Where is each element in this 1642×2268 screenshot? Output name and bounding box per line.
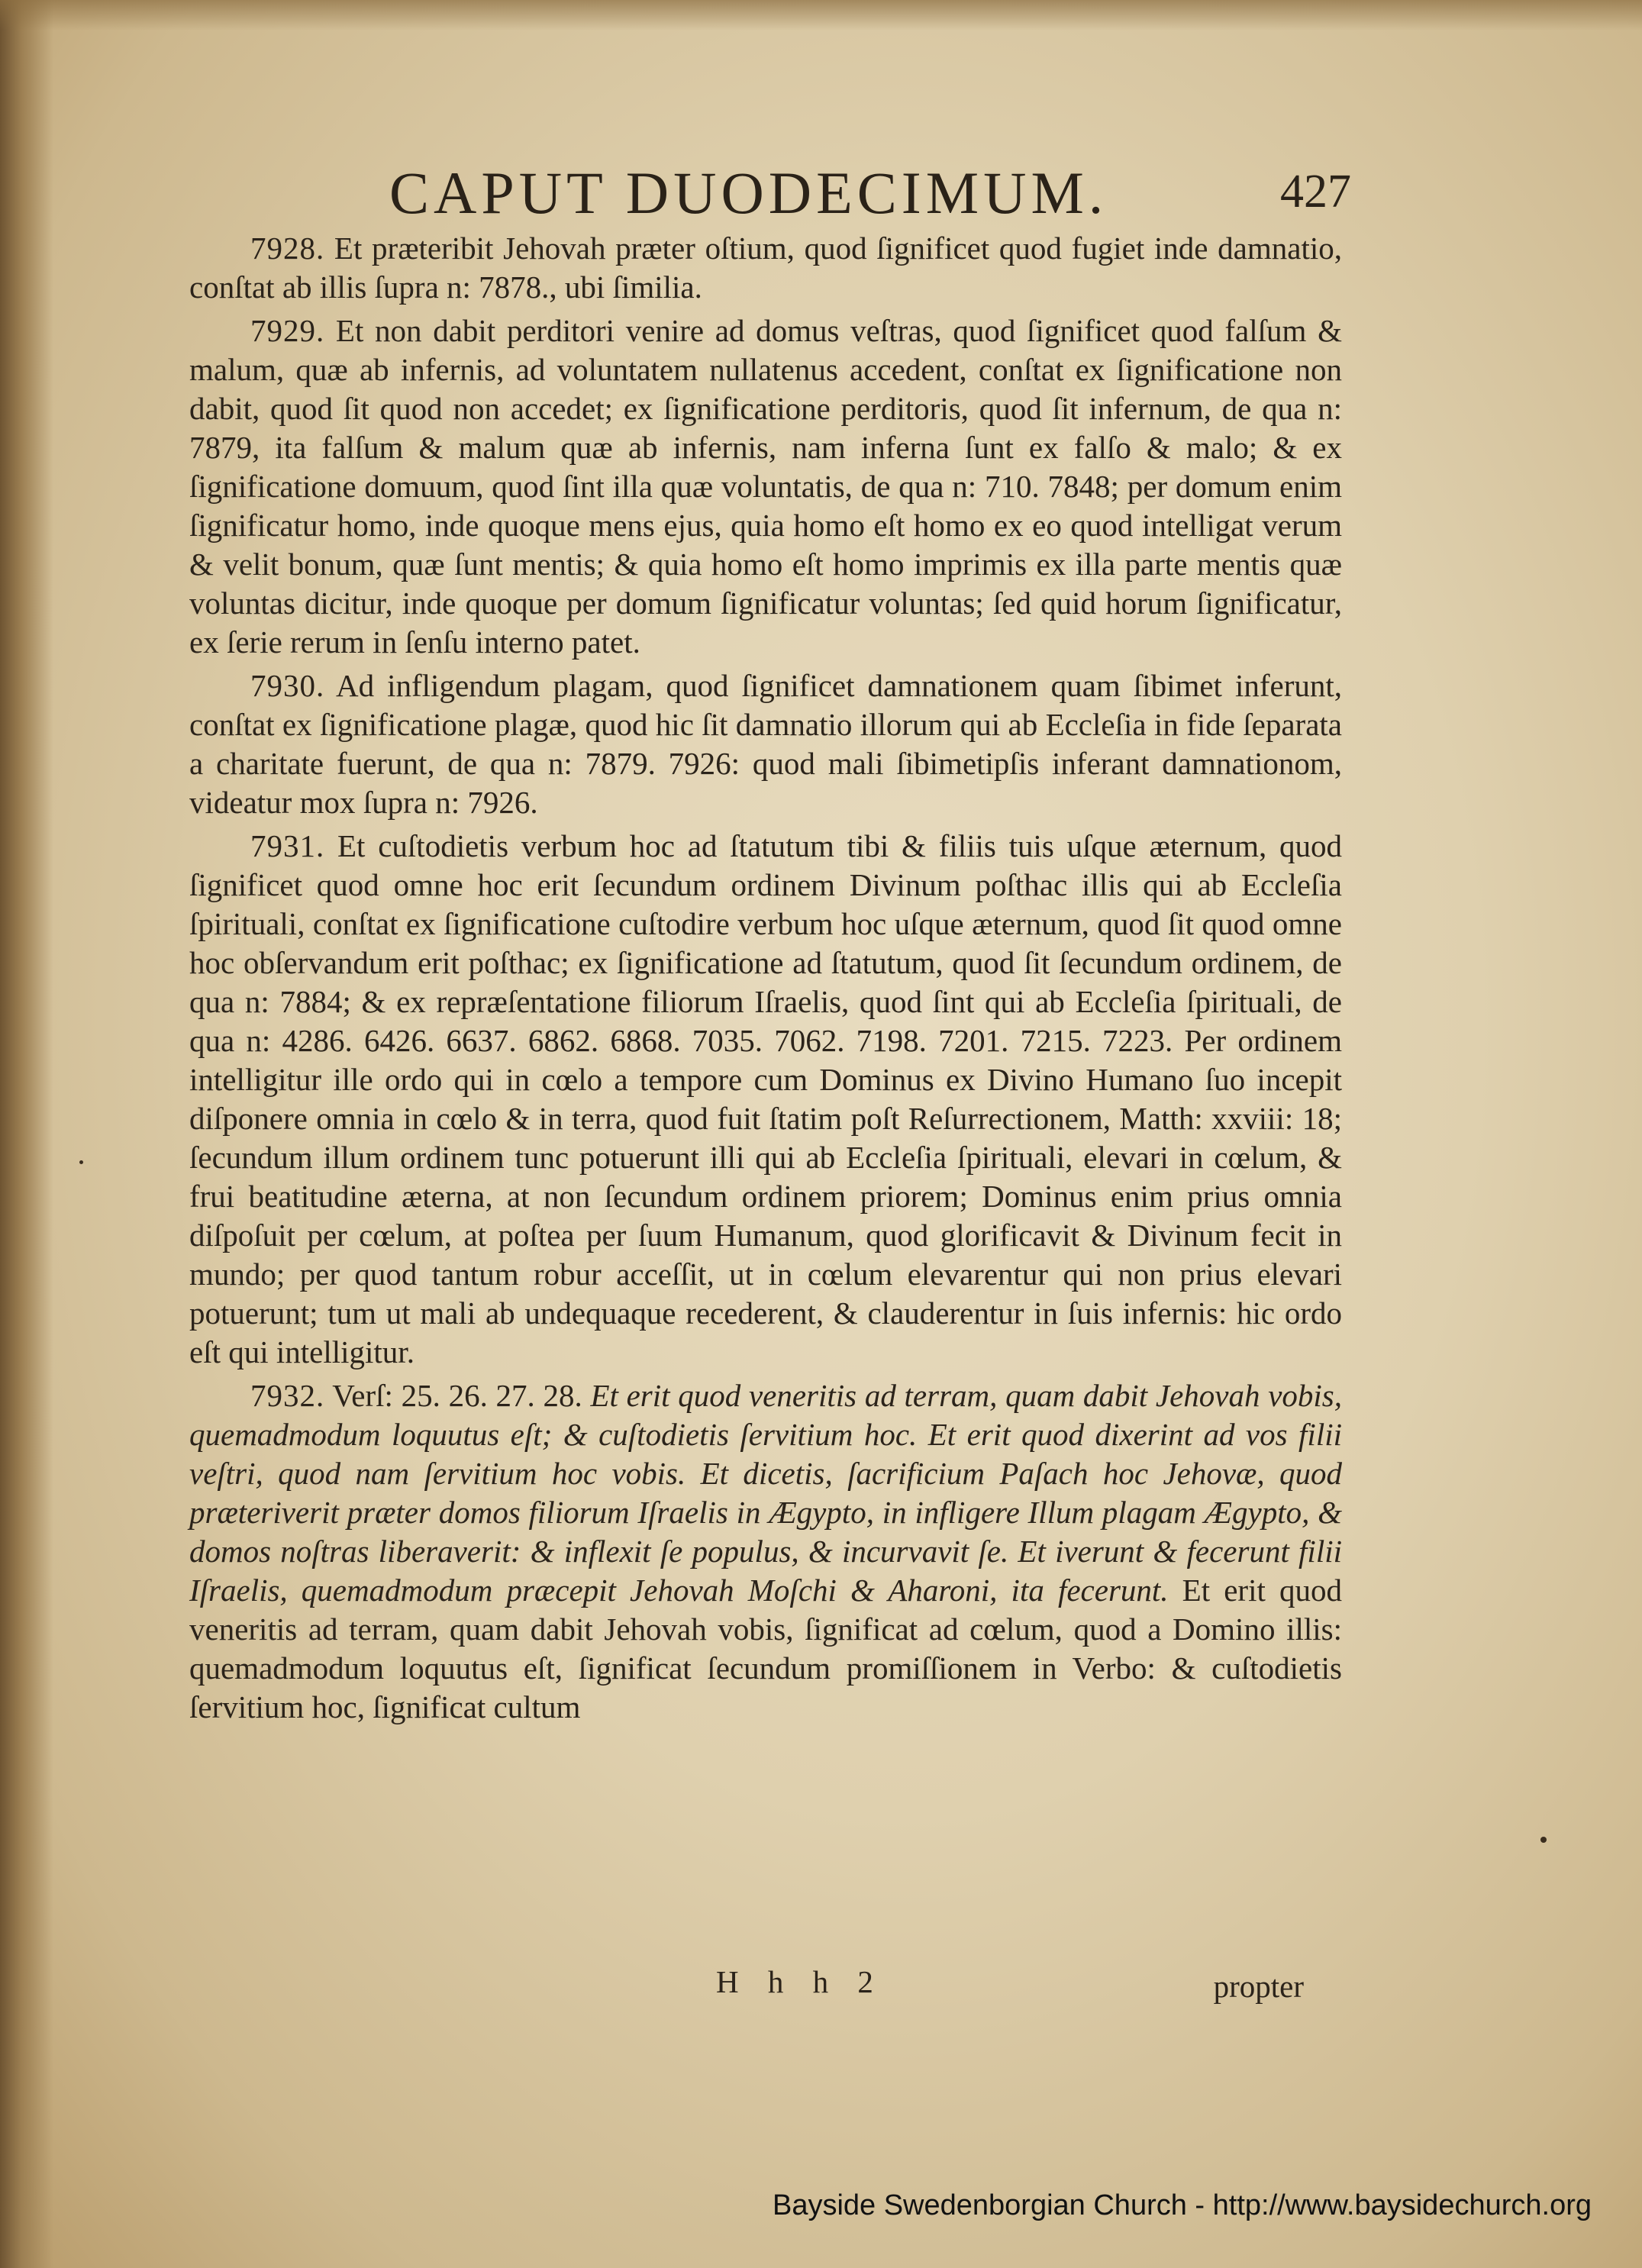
ink-speck <box>79 1160 83 1164</box>
paragraph-7931 <box>189 827 1342 1372</box>
catchword: propter <box>1213 1969 1304 2004</box>
paragraph-number: 7928. <box>250 231 325 266</box>
page-number: 427 <box>1280 166 1351 218</box>
paragraph-7930 <box>189 666 1342 822</box>
paragraph-body: Et cuſtodietis verbum hoc ad ſtatutum tibi & filiis tuis uſque æternum, quod ſignificet quod omne hoc erit ſecundum ordinem Divinum poſthac illis qui ab Eccleſia ſpirituali, conſtat ex ſignificatione cuſtodire verbum hoc uſque æternum, quod ſit quod omne hoc obſervandum erit poſthac; ex ſignificatione ad ſtatutum, quod ſit ſecundum ordinem, de qua n: 7884; & ex repræſentatione filiorum Iſraelis, quod ſint qui ab Eccleſia ſpirituali, de qua n: 4286. 6426. 6637. 6862. 6868. 7035. 7062. 7198. 7201. 7215. 7223. Per ordinem intelligitur ille ordo qui in cœlo a tempore cum Dominus ex Divino Humano ſuo incepit diſponere omnia in cœlo & in terra, quod fuit ſtatim poſt Reſurrectionem, Matth: xxviii: 18; ſecundum illum ordinem tunc potuerunt illi qui ab Eccleſia ſpirituali, elevari in cœlum, & frui beatitudine æterna, at non ſecundum ordinem priorem; Dominus enim prius omnia diſpoſuit per cœlum, at poſtea per ſuum Humanum, quod glorificavit & Divinum fecit in mundo; per quod tantum robur acceſſit, ut in cœlum elevarentur qui non prius elevari potuerunt; tum ut mali ab undequaque recederent, & clauderentur in ſuis infernis: hic ordo eſt qui intelligitur. <box>189 828 1342 1370</box>
page-top-edge <box>0 0 1642 31</box>
paragraph-7929 <box>189 311 1342 662</box>
paragraph-number: 7932. <box>250 1378 325 1413</box>
scripture-quotation: Et erit quod veneritis ad terram, quam dabit Jehovah vobis, quemadmodum loquutus eſt; & cuſtodietis ſervitium hoc. Et erit quod dixerint ad vos filii veſtri, quod nam ſervitium hoc vobis. Et dicetis, ſacrificium Paſach hoc Jehovæ, quod præteriverit præter domos filiorum Iſraelis in Ægypto, in infligere Illum plagam Ægypto, & domos noſtras liberaverit: & inflexit ſe populus, & incurvavit ſe. Et iverunt & fecerunt filii Iſraelis, quemadmodum præcepit Jehovah Moſchi & Aharoni, ita fecerunt. <box>189 1378 1342 1608</box>
paragraph-body: Et præteribit Jehovah præter oſtium, quod ſignificet quod fugiet inde damnatio, conſtat ab illis ſupra n: 7878., ubi ſimilia. <box>189 231 1342 305</box>
paragraph-body: Et erit quod veneritis ad terram, quam dabit Jehovah vobis, ſignificat ad cœlum, quod a Domino illis: quemadmodum loquutus eſt, ſignificat ſecundum promiſſionem in Verbo: & cuſtodietis ſervitium hoc, ſignificat cultum <box>189 1573 1342 1724</box>
paragraph-body: Et non dabit perditori venire ad domus veſtras, quod ſignificet quod falſum & malum, quæ ab infernis, ad voluntatem nullatenus accedent, conſtat ex ſignificatione non dabit, quod ſit quod non accedet; ex ſignificatione perditoris, quod ſit infernum, de qua n: 7879, ita falſum & malum quæ ab infernis, nam inferna ſunt ex falſo & malo; & ex ſignificatione domuum, quod ſint illa quæ voluntatis, de qua n: 710. 7848; per domum enim ſignificatur homo, inde quoque mens ejus, quia homo eſt homo ex eo quod intelligat verum & velit bonum, quæ ſunt mentis; & quia homo eſt homo imprimis ex illa parte mentis quæ voluntas dicitur, inde quoque per domum ſignificatur voluntas; ſed quid horum ſignificatur, ex ſerie rerum in ſenſu interno patet. <box>189 313 1342 660</box>
paragraph-body: Ad infligendum plagam, quod ſignificet damnationem quam ſibimet inferunt, conſtat ex ſignificatione plagæ, quod hic ſit damnatio illorum qui ab Eccleſia in fide ſeparata a charitate fuerunt, de qua n: 7879. 7926: quod mali ſibimetipſis inferant damnationom, videatur mox ſupra n: 7926. <box>189 668 1342 820</box>
paragraph-7932 <box>189 1376 1342 1727</box>
spine-shadow <box>0 0 53 2268</box>
page-header <box>183 151 1351 235</box>
watermark: Bayside Swedenborgian Church - http://www.baysidechurch.org <box>772 2189 1592 2221</box>
signature-mark: H h h 2 <box>716 1964 884 1999</box>
verse-reference: Verſ: 25. 26. 27. 28. <box>324 1378 591 1413</box>
paragraph-number: 7929. <box>250 313 325 348</box>
paragraph-7928 <box>189 229 1342 307</box>
paragraph-number: 7931. <box>250 828 325 863</box>
paragraph-number: 7930. <box>250 668 325 703</box>
ink-speck <box>1540 1837 1547 1843</box>
text-block <box>189 229 1342 1731</box>
page-footer <box>189 1963 1342 2009</box>
running-head: CAPUT DUODECIMUM. <box>389 160 1108 226</box>
